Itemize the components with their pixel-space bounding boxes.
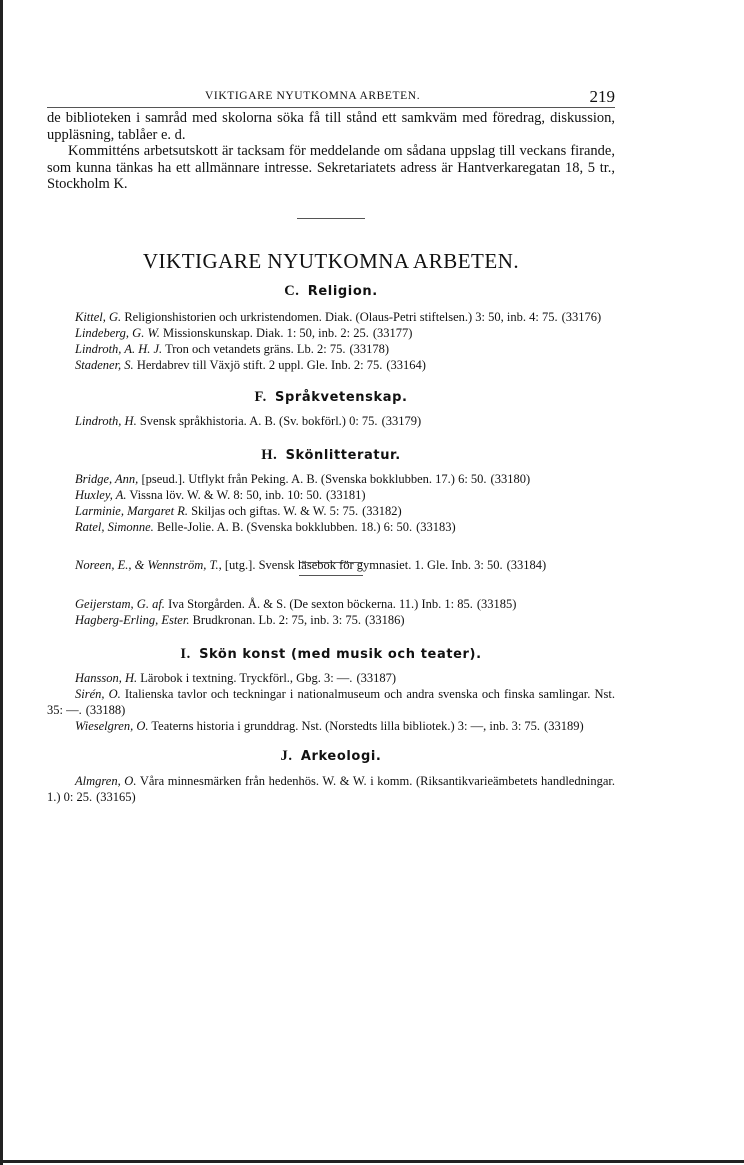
document-page xyxy=(47,86,615,805)
entry-details: [pseud.]. Utflykt från Peking. A. B. (Svenska bokklubben. 17.) 6: 50. xyxy=(141,471,487,486)
entry-number: (33180) xyxy=(490,471,531,486)
intro-paragraph: Kommitténs arbetsutskott är tacksam för meddelande om sådana uppslag till veckans firande, som kunna tänkas ha ett allmännare intresse. Sekretariatets adress är Hantverkaregatan 18, 5 tr., Stockholm K. xyxy=(47,143,615,192)
entry-list-skonlitteratur-cont xyxy=(47,596,615,628)
entry-author: Hansson, H. xyxy=(75,670,138,685)
bibliography-entry xyxy=(47,670,615,686)
section-heading-skon-konst xyxy=(47,646,615,663)
entry-details: Vissna löv. W. & W. 8: 50, inb. 10: 50. xyxy=(129,487,322,502)
entry-list-arkeologi xyxy=(47,773,615,805)
bibliography-entry xyxy=(47,519,615,535)
section-name: Skön konst (med musik och teater). xyxy=(199,646,482,662)
entry-author: Huxley, A. xyxy=(75,487,127,502)
entry-details: Brudkronan. Lb. 2: 75, inb. 3: 75. xyxy=(192,612,361,627)
entry-list-skon-konst xyxy=(47,670,615,734)
entry-number: (33187) xyxy=(356,670,397,685)
bibliography-entry xyxy=(47,471,615,487)
section-name: Skönlitteratur. xyxy=(285,447,401,463)
page-edge-left xyxy=(0,0,3,1165)
bibliography-entry xyxy=(47,686,615,718)
bibliography-entry xyxy=(47,413,615,429)
entry-number: (33177) xyxy=(372,325,413,340)
entry-author: Bridge, Ann, xyxy=(75,471,139,486)
page-edge-bottom xyxy=(0,1160,744,1163)
entry-details: Religionshistorien och urkristendomen. Diak. (Olaus-Petri stiftelsen.) 3: 50, inb. 4: 75. xyxy=(124,309,558,324)
entry-author: Lindroth, A. H. J. xyxy=(75,341,163,356)
entry-number: (33189) xyxy=(544,718,584,733)
header-rule xyxy=(47,107,615,108)
list-title: VIKTIGARE NYUTKOMNA ARBETEN. xyxy=(142,248,520,273)
entry-author: Hagberg-Erling, Ester. xyxy=(75,612,190,627)
entry-author: Noreen, E., & Wennström, T., xyxy=(75,557,222,572)
section-code: C. xyxy=(284,282,300,299)
section-divider xyxy=(297,218,365,219)
entry-author: Lindeberg, G. W. xyxy=(75,325,160,340)
section-code: H. xyxy=(261,446,278,463)
entry-details: Teaterns historia i grunddrag. Nst. (Norstedts lilla bibliotek.) 3: —, inb. 3: 75. xyxy=(151,718,541,733)
entry-author: Lindroth, H. xyxy=(75,413,137,428)
running-title: VIKTIGARE NYUTKOMNA ARBETEN. xyxy=(205,90,421,102)
entry-number: (33178) xyxy=(349,341,390,356)
entry-list-sprakvetenskap xyxy=(47,413,615,429)
entry-details: Skiljas och giftas. W. & W. 5: 75. xyxy=(191,503,359,518)
entry-number: (33176) xyxy=(561,309,602,324)
entry-author: Kittel, G. xyxy=(75,309,122,324)
bibliography-entry xyxy=(47,596,615,612)
entry-author: Wieselgren, O. xyxy=(75,718,149,733)
entry-details: [utg.]. Svensk läsebok för gymnasiet. 1. Gle. Inb. 3: 50. xyxy=(224,557,503,572)
entry-number: (33179) xyxy=(381,413,422,428)
entry-list-anthology xyxy=(47,557,615,573)
entry-author: Larminie, Margaret R. xyxy=(75,503,188,518)
section-heading-sprakvetenskap xyxy=(47,389,615,406)
entry-number: (33185) xyxy=(476,596,517,611)
section-heading-skonlitteratur xyxy=(47,447,615,464)
section-heading-arkeologi xyxy=(47,748,615,765)
bibliography-entry xyxy=(47,557,615,573)
section-name: Arkeologi. xyxy=(300,748,382,764)
entry-details: Italienska tavlor och teckningar i nationalmuseum och andra svenska och finska samlingar. Nst. 35: —. xyxy=(47,686,616,717)
entry-details: Herdabrev till Växjö stift. 2 uppl. Gle. Inb. 2: 75. xyxy=(136,357,383,372)
running-header xyxy=(47,86,615,108)
entry-details: Belle-Jolie. A. B. (Svenska bokklubben. 18.) 6: 50. xyxy=(156,519,413,534)
bibliography-entry xyxy=(47,773,615,805)
entry-author: Sirén, O. xyxy=(75,686,121,701)
bibliography-entry xyxy=(47,341,615,357)
page-number: 219 xyxy=(589,87,615,106)
intro-paragraph: de biblioteken i samråd med skolorna söka få till stånd ett samkväm med föredrag, diskussion, uppläsning, tablåer e. d. xyxy=(47,110,615,143)
entry-author: Stadener, S. xyxy=(75,357,134,372)
section-code: F. xyxy=(254,388,267,405)
entry-number: (33165) xyxy=(96,789,136,804)
bibliography-entry xyxy=(47,612,615,628)
entry-number: (33164) xyxy=(386,357,426,372)
entry-details: Tron och vetandets gräns. Lb. 2: 75. xyxy=(165,341,346,356)
entry-author: Almgren, O. xyxy=(75,773,137,788)
section-code: J. xyxy=(280,747,293,764)
entry-number: (33183) xyxy=(416,519,456,534)
entry-separator xyxy=(299,575,363,576)
entry-list-skonlitteratur xyxy=(47,471,615,535)
entry-number: (33186) xyxy=(364,612,405,627)
section-code: I. xyxy=(180,645,191,662)
entry-details: Lärobok i textning. Tryckförl., Gbg. 3: —. xyxy=(140,670,353,685)
bibliography-entry xyxy=(47,718,615,734)
entry-author: Geijerstam, G. af. xyxy=(75,596,165,611)
entry-details: Missionskunskap. Diak. 1: 50, inb. 2: 25. xyxy=(162,325,369,340)
entry-details: Iva Storgården. Å. & S. (De sexton böckerna. 11.) Inb. 1: 85. xyxy=(168,596,473,611)
section-heading-religion xyxy=(47,283,615,300)
bibliography-entry xyxy=(47,357,615,373)
entry-list-religion xyxy=(47,309,615,373)
bibliography-entry xyxy=(47,503,615,519)
bibliography-entry xyxy=(47,325,615,341)
section-name: Språkvetenskap. xyxy=(275,389,408,405)
bibliography-entry xyxy=(47,487,615,503)
entry-author: Ratel, Simonne. xyxy=(75,519,154,534)
entry-number: (33182) xyxy=(362,503,402,518)
section-name: Religion. xyxy=(307,283,378,299)
entry-details: Svensk språkhistoria. A. B. (Sv. bokförl.) 0: 75. xyxy=(139,413,378,428)
bibliography-entry xyxy=(47,309,615,325)
entry-number: (33188) xyxy=(85,702,126,717)
entry-details: Våra minnesmärken från hedenhös. W. & W. i komm. (Riksantikvarieämbetets handledningar. 1.) 0: 25. xyxy=(47,773,615,804)
entry-number: (33184) xyxy=(506,557,547,572)
entry-number: (33181) xyxy=(325,487,366,502)
